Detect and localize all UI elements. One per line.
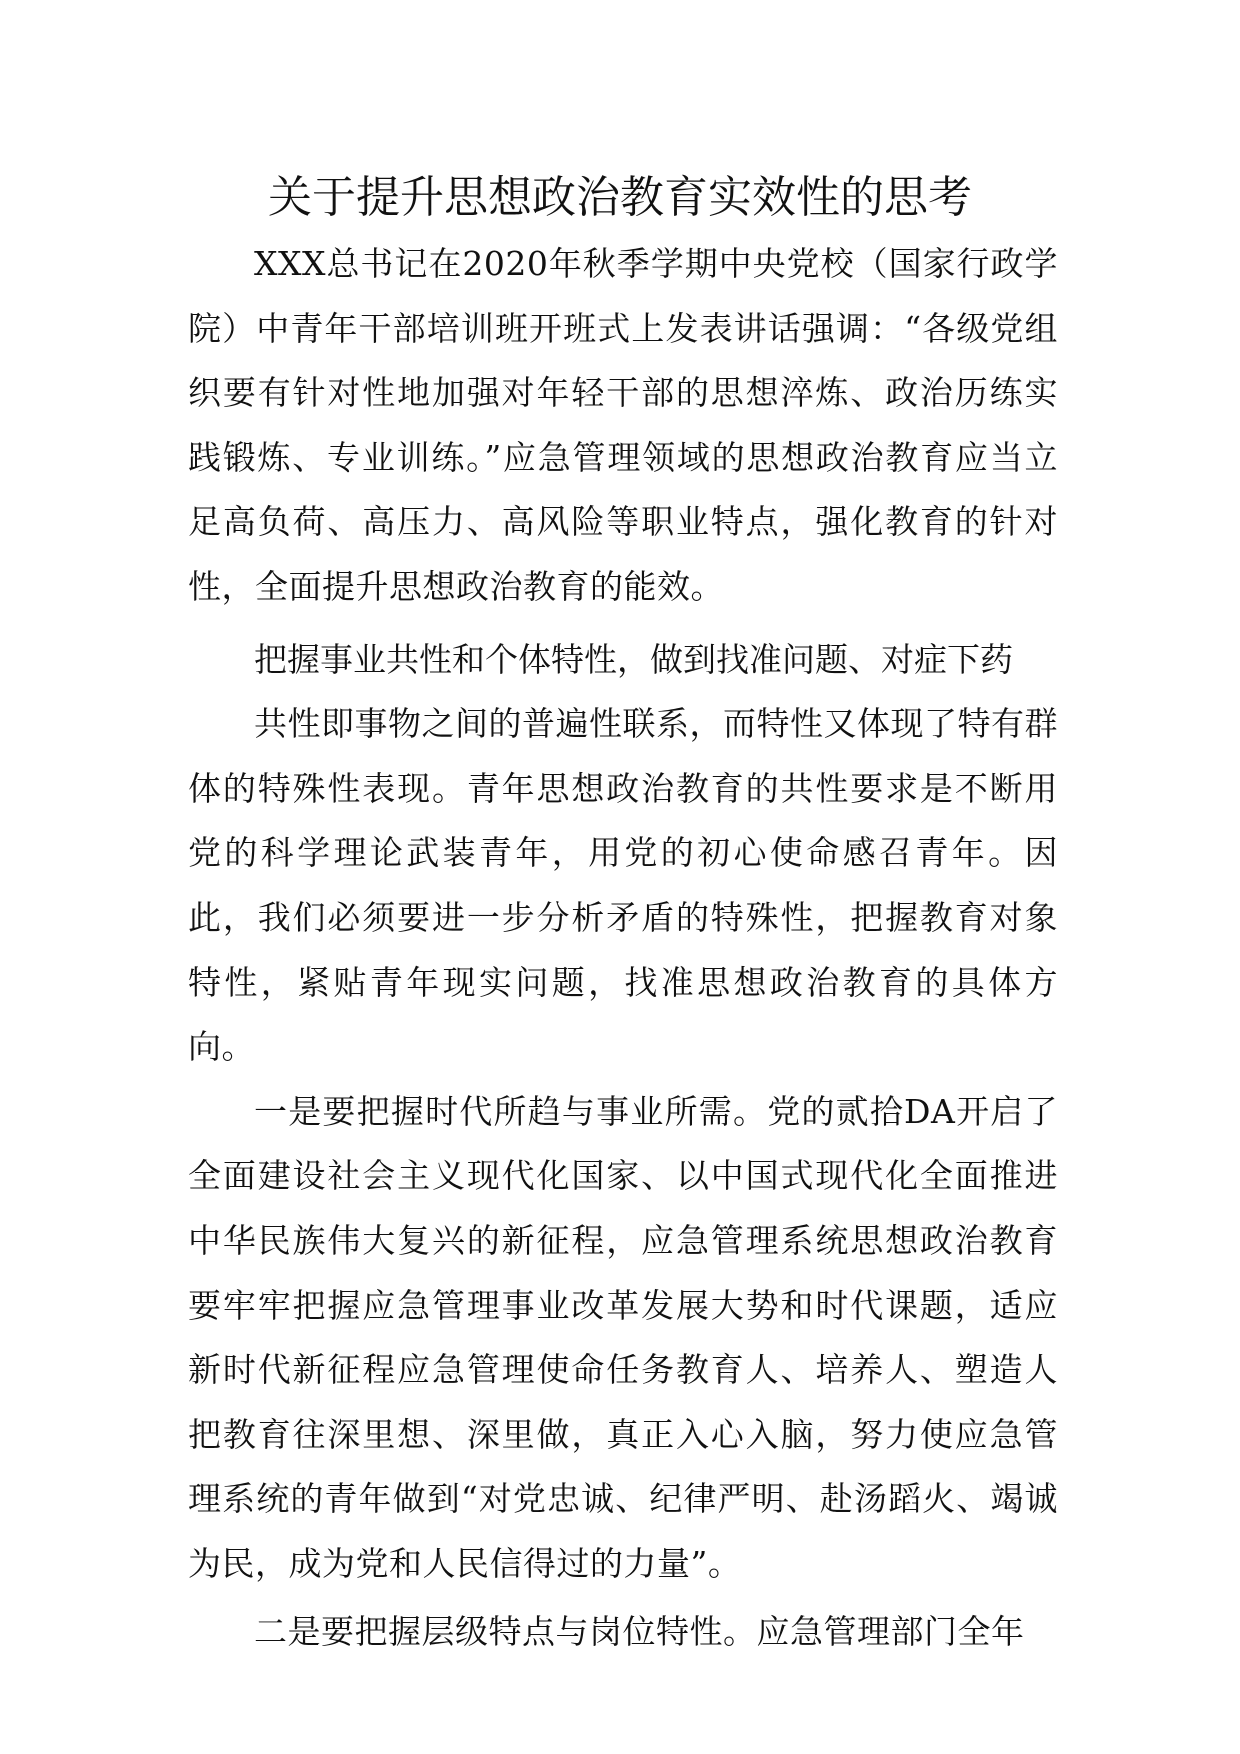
paragraph-commonality: 共性即事物之间的普遍性联系，而特性又体现了特有群体的特殊性表现。青年思想政治教育的共性要求是不断用党的科学理论武装青年，用党的初心使命感召青年。因此，我们必须要进一步分析矛盾的特殊性，把握教育对象特性，紧贴青年现实问题，找准思想政治教育的具体方向。 <box>188 704 1058 1067</box>
paragraph-point-two: 二是要把握层级特点与岗位特性。应急管理部门全年 <box>254 1612 1025 1652</box>
document-body <box>188 232 1058 1665</box>
paragraph-point-one: 一是要把握时代所趋与事业所需。党的贰拾DA开启了全面建设社会主义现代化国家、以中国式现代化全面推进中华民族伟大复兴的新征程，应急管理系统思想政治教育要牢牢把握应急管理事业改革发展大势和时代课题，适应新时代新征程应急管理使命任务教育人、培养人、塑造人把教育往深里想、深里做，真正入心入脑，努力使应急管理系统的青年做到“对党忠诚、纪律严明、赴汤蹈火、竭诚为民，成为党和人民信得过的力量”。 <box>188 1091 1058 1583</box>
section-heading: 把握事业共性和个体特性，做到找准问题、对症下药 <box>254 639 1013 679</box>
paragraph-intro: XXX总书记在2020年秋季学期中央党校（国家行政学院）中青年干部培训班开班式上发表讲话强调：“各级党组织要有针对性地加强对年轻干部的思想淬炼、政治历练实践锻炼、专业训练。”应急管理领域的思想政治教育应当立足高负荷、高压力、高风险等职业特点，强化教育的针对性，全面提升思想政治教育的能效。 <box>188 244 1058 606</box>
document-title: 关于提升思想政治教育实效性的思考 <box>268 172 972 223</box>
